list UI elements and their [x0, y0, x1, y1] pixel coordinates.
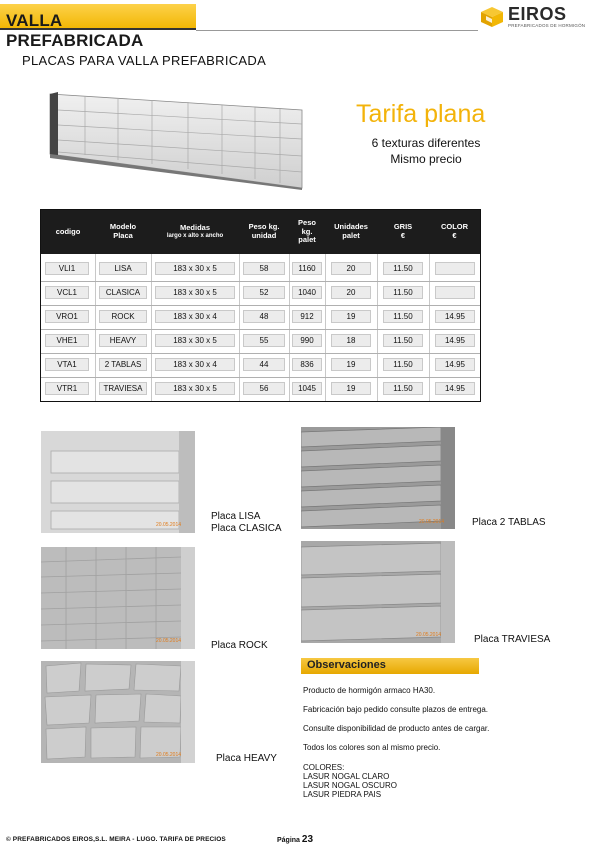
cell-modelo: TRAVIESA [99, 382, 147, 395]
cell-medidas: 183 x 30 x 5 [155, 262, 235, 275]
photo-date-stamp: 20.05.2014 [416, 632, 442, 638]
cell-color: 14.95 [435, 334, 475, 347]
header-label: unidad [251, 231, 277, 240]
cell-color: 14.95 [435, 310, 475, 323]
header-modelo [95, 210, 151, 254]
caption-placa-heavy: Placa HEAVY [216, 753, 277, 764]
cell-codigo: VTA1 [45, 358, 89, 371]
cell-peso-palet: 1040 [292, 286, 322, 299]
header-gris [377, 210, 429, 254]
footer-page [277, 834, 313, 845]
photo-placa-2-tablas [301, 427, 455, 529]
cell-peso-palet: 990 [292, 334, 322, 347]
cell-peso-palet: 836 [292, 358, 322, 371]
photo-date-stamp: 20.05.2014 [156, 752, 182, 758]
color-item: LASUR NOGAL OSCURO [303, 781, 397, 790]
cell-peso-unidad: 48 [243, 310, 285, 323]
header-label: Peso kg. palet [298, 218, 316, 245]
page-label: Página [277, 837, 300, 844]
header-unidades-palet [325, 210, 377, 254]
cell-unidades: 18 [331, 334, 371, 347]
cell-medidas: 183 x 30 x 5 [155, 382, 235, 395]
section-title: VALLA PREFABRICADA [6, 11, 144, 50]
cell-peso-palet: 912 [292, 310, 322, 323]
cell-medidas: 183 x 30 x 4 [155, 310, 235, 323]
header-peso-unidad [239, 210, 289, 254]
cell-peso-unidad: 52 [243, 286, 285, 299]
page-header [0, 0, 596, 50]
cell-unidades: 20 [331, 286, 371, 299]
header-label: Medidas [179, 223, 210, 233]
cell-modelo: CLASICA [99, 286, 147, 299]
cell-modelo: ROCK [99, 310, 147, 323]
cell-gris: 11.50 [383, 382, 423, 395]
header-label: GRIS [393, 222, 413, 232]
cell-unidades: 19 [331, 358, 371, 371]
photo-placa-lisa [41, 431, 195, 533]
cell-gris: 11.50 [383, 358, 423, 371]
cube-icon [480, 6, 504, 28]
cell-peso-palet: 1160 [292, 262, 322, 275]
cell-color [435, 262, 475, 275]
tarifa-textures-note: 6 texturas diferentes [371, 136, 481, 150]
tarifa-heading: Tarifa plana [356, 100, 486, 128]
table-row [41, 354, 480, 377]
photo-placa-traviesa [301, 541, 455, 643]
cell-medidas: 183 x 30 x 5 [155, 286, 235, 299]
cell-peso-unidad: 58 [243, 262, 285, 275]
cell-unidades: 19 [331, 382, 371, 395]
page-number: 23 [301, 834, 314, 845]
price-table [40, 209, 481, 402]
cell-medidas: 183 x 30 x 4 [155, 358, 235, 371]
cell-unidades: 20 [331, 262, 371, 275]
cell-modelo: LISA [99, 262, 147, 275]
cell-gris: 11.50 [383, 262, 423, 275]
cell-codigo: VTR1 [45, 382, 89, 395]
table-row [41, 330, 480, 353]
header-codigo [41, 210, 95, 254]
header-label: Peso kg. [248, 222, 280, 232]
cell-gris: 11.50 [383, 286, 423, 299]
cell-peso-unidad: 44 [243, 358, 285, 371]
observacion-item: Fabricación bajo pedido consulte plazos de entrega. [303, 705, 489, 714]
table-row [41, 378, 480, 401]
footer-company: © PREFABRICADOS EIROS,S.L. MEIRA - LUGO. TARIFA DE PRECIOS [6, 836, 226, 843]
cell-color [435, 286, 475, 299]
photo-date-stamp: 20.05.2014 [156, 638, 182, 644]
observacion-item: Producto de hormigón armaco HA30. [303, 686, 436, 695]
header-label: COLOR [440, 222, 469, 232]
caption-placa-2-tablas: Placa 2 TABLAS [472, 517, 546, 528]
cell-modelo: HEAVY [99, 334, 147, 347]
header-label: codigo [55, 226, 81, 236]
cell-codigo: VHE1 [45, 334, 89, 347]
header-color [429, 210, 480, 254]
table-row [41, 282, 480, 305]
header-label: Unidades [334, 222, 368, 232]
cell-codigo: VRO1 [45, 310, 89, 323]
photo-placa-rock [41, 547, 195, 649]
header-label: palet [342, 231, 360, 240]
observacion-item: Consulte disponibilidad de producto antes de cargar. [303, 724, 490, 733]
color-item: LASUR NOGAL CLARO [303, 772, 390, 781]
photo-date-stamp: 20.05.2014 [156, 522, 182, 528]
cell-peso-unidad: 56 [243, 382, 285, 395]
cell-peso-unidad: 55 [243, 334, 285, 347]
cell-codigo: VCL1 [45, 286, 89, 299]
table-row [41, 306, 480, 329]
brand-name: EIROS [508, 4, 567, 24]
caption-placa-traviesa: Placa TRAVIESA [474, 634, 551, 645]
cell-gris: 11.50 [383, 334, 423, 347]
header-label: Placa [113, 231, 133, 240]
brand-logo [480, 3, 592, 35]
caption-placa-lisa: Placa LISA [211, 511, 261, 522]
header-label: € [452, 231, 457, 240]
concrete-panel-image [40, 80, 310, 190]
cell-color: 14.95 [435, 382, 475, 395]
header-label: € [400, 231, 406, 240]
header-divider [196, 30, 478, 31]
cell-gris: 11.50 [383, 310, 423, 323]
tarifa-price-note: Mismo precio [390, 152, 462, 166]
photo-placa-heavy [41, 661, 195, 763]
cell-unidades: 19 [331, 310, 371, 323]
table-row [41, 258, 480, 281]
caption-placa-clasica: Placa CLASICA [211, 523, 282, 534]
header-medidas [151, 210, 239, 254]
observacion-item: Todos los colores son al mismo precio. [303, 743, 441, 752]
caption-placa-rock: Placa ROCK [211, 640, 268, 651]
cell-peso-palet: 1045 [292, 382, 322, 395]
header-label: Modelo [109, 222, 137, 232]
table-header [41, 210, 480, 254]
color-item: LASUR PIEDRA PAIS [303, 790, 382, 799]
header-label: largo x alto x ancho [166, 232, 224, 239]
header-peso-palet [289, 210, 325, 254]
cell-medidas: 183 x 30 x 5 [155, 334, 235, 347]
brand-tagline: PREFABRICADOS DE HORMIGÓN [508, 23, 586, 28]
page-subtitle: PLACAS PARA VALLA PREFABRICADA [22, 53, 267, 68]
cell-modelo: 2 TABLAS [99, 358, 147, 371]
photo-date-stamp: 20.05.2014 [419, 519, 445, 525]
cell-color: 14.95 [435, 358, 475, 371]
observaciones-heading: Observaciones [301, 658, 479, 674]
colores-heading: COLORES: [303, 763, 345, 772]
cell-codigo: VLI1 [45, 262, 89, 275]
section-title-band [0, 4, 196, 50]
